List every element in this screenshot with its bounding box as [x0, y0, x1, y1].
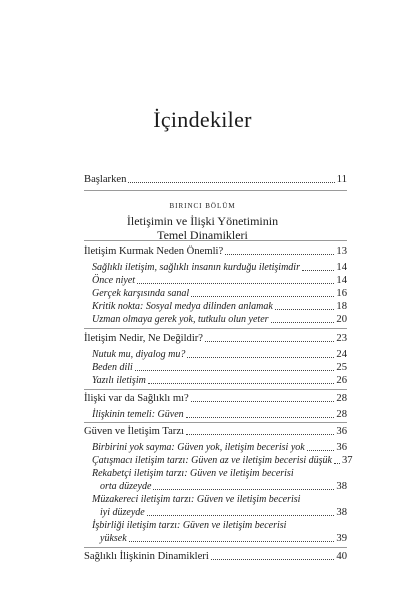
entry-label: Beden dili — [92, 362, 133, 373]
entry-page: 28 — [336, 409, 347, 420]
entry-page: 36 — [336, 442, 347, 453]
entry-label: İlişki var da Sağlıklı mı? — [84, 393, 189, 404]
toc-entry-sub[interactable] — [92, 313, 347, 326]
toc-entry-sub[interactable] — [92, 348, 347, 361]
toc-entry-sub[interactable] — [92, 287, 347, 300]
dot-leader — [334, 462, 340, 464]
entry-label-line2: orta düzeyde — [100, 481, 152, 492]
dot-leader — [225, 253, 334, 255]
toc-entry-sub[interactable] — [92, 261, 347, 274]
dot-leader — [186, 433, 334, 435]
toc-entry-sub[interactable] — [92, 374, 347, 387]
entry-label-line2: yüksek — [100, 533, 127, 544]
dot-leader — [275, 308, 335, 310]
entry-label: Uzman olmaya gerek yok, tutkulu olun yeter — [92, 314, 269, 325]
entry-label-line2: iyi düzeyde — [100, 507, 145, 518]
entry-label: Nutuk mu, diyalog mu? — [92, 349, 186, 360]
part-title-line1: İletişimin ve İlişki Yönetiminin — [126, 214, 279, 228]
entry-page: 28 — [336, 393, 347, 404]
toc-title: İçindekiler — [153, 106, 252, 132]
entry-label: Kritik nokta: Sosyal medya dilinden anlamak — [92, 301, 273, 312]
part-label: BIRINCI BÖLÜM — [169, 202, 236, 210]
entry-page: 38 — [336, 507, 347, 518]
entry-label: İletişim Kurmak Neden Önemli? — [84, 246, 224, 257]
entry-label: Sağlıklı İlişkinin Dinamikleri — [84, 551, 209, 562]
toc-entry-section[interactable] — [84, 425, 347, 438]
entry-label: İlişkinin temeli: Güven — [92, 409, 184, 420]
part-title-line2: Temel Dinamikleri — [157, 228, 248, 242]
toc-entry-sub[interactable] — [92, 274, 347, 287]
entry-label: Sağlıklı iletişim, sağlıklı insanın kurduğu iletişimdir — [92, 262, 300, 273]
dot-leader — [153, 488, 334, 490]
dot-leader — [128, 181, 334, 183]
entry-page: 14 — [336, 262, 347, 273]
toc-entry-sub[interactable] — [92, 519, 347, 545]
dot-leader — [187, 356, 334, 358]
toc-entry-sub[interactable] — [92, 493, 347, 519]
entry-label: Çatışmacı iletişim tarzı: Güven az ve iletişim becerisi düşük — [92, 455, 332, 466]
entry-page: 39 — [336, 533, 347, 544]
entry-page: 20 — [336, 314, 347, 325]
divider — [84, 240, 347, 241]
dot-leader — [186, 416, 335, 418]
dot-leader — [137, 282, 334, 284]
entry-label: Birbirini yok sayma: Güven yok, iletişim becerisi yok — [92, 442, 305, 453]
divider — [84, 422, 347, 423]
entry-label-line1: Rekabetçi iletişim tarzı: Güven ve iletişim becerisi — [92, 468, 294, 479]
toc-entry-sub[interactable] — [92, 408, 347, 421]
toc-entry-sub[interactable] — [92, 467, 347, 493]
entry-label-line1: İşbirliği iletişim tarzı: Güven ve iletişim becerisi — [92, 520, 287, 531]
entry-page: 16 — [336, 288, 347, 299]
divider — [84, 547, 347, 548]
toc-entry-section[interactable] — [84, 245, 347, 258]
divider — [84, 328, 347, 329]
entry-page: 23 — [336, 333, 347, 344]
dot-leader — [191, 295, 334, 297]
entry-page: 25 — [336, 362, 347, 373]
toc-entry-sub[interactable] — [92, 454, 353, 467]
entry-page: 11 — [336, 174, 347, 185]
toc-entry-section[interactable] — [84, 550, 347, 563]
toc-entry-sub[interactable] — [92, 361, 347, 374]
entry-label: Gerçek karşısında sanal — [92, 288, 190, 299]
entry-page: 14 — [336, 275, 347, 286]
entry-label: İletişim Nedir, Ne Değildir? — [84, 333, 204, 344]
dot-leader — [147, 514, 335, 516]
toc-entry-sub[interactable] — [92, 441, 347, 454]
toc-entry-intro[interactable] — [84, 173, 347, 186]
part-title — [0, 214, 405, 242]
entry-page: 18 — [336, 301, 347, 312]
entry-label: Başlarken — [84, 174, 127, 185]
entry-page: 38 — [336, 481, 347, 492]
dot-leader — [129, 540, 335, 542]
divider — [84, 190, 347, 191]
entry-label: Güven ve İletişim Tarzı — [84, 426, 184, 437]
entry-label-line1: Müzakereci iletişim tarzı: Güven ve iletişim becerisi — [92, 494, 301, 505]
entry-page: 26 — [336, 375, 347, 386]
entry-page: 40 — [336, 551, 347, 562]
toc-entry-section[interactable] — [84, 332, 347, 345]
dot-leader — [307, 449, 335, 451]
toc-entry-sub[interactable] — [92, 300, 347, 313]
dot-leader — [271, 321, 335, 323]
entry-page: 36 — [336, 426, 347, 437]
divider — [84, 389, 347, 390]
dot-leader — [191, 400, 335, 402]
dot-leader — [302, 269, 334, 271]
entry-label: Yazılı iletişim — [92, 375, 146, 386]
entry-page: 37 — [341, 455, 353, 466]
entry-page: 24 — [336, 349, 347, 360]
entry-label: Önce niyet — [92, 275, 136, 286]
dot-leader — [148, 382, 335, 384]
dot-leader — [211, 558, 335, 560]
toc-entry-section[interactable] — [84, 392, 347, 405]
entry-page: 13 — [336, 246, 347, 257]
dot-leader — [205, 340, 334, 342]
dot-leader — [135, 369, 335, 371]
